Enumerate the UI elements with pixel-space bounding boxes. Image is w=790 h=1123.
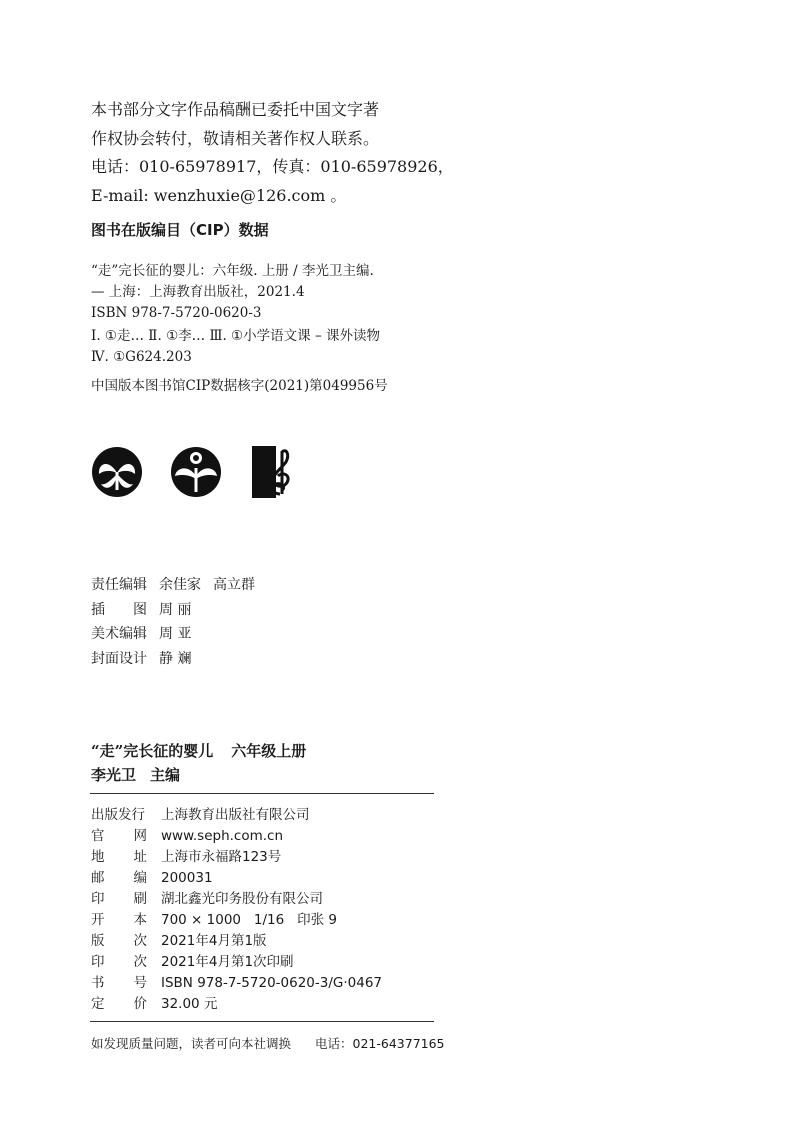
- info-value: 2021年4月第1次印刷: [161, 954, 294, 970]
- info-label-char: 号: [133, 975, 147, 991]
- editor-role: 主编: [150, 766, 181, 784]
- info-label-char: 刷: [133, 891, 147, 907]
- info-label-char: 次: [133, 954, 147, 970]
- divider: [90, 793, 434, 794]
- info-row: [91, 994, 382, 1015]
- info-row: [91, 805, 382, 826]
- publication-info: [91, 805, 382, 1015]
- footer-phone: 电话：021-64377165: [315, 1036, 445, 1051]
- info-label-char: 官: [91, 828, 105, 844]
- info-label: [91, 973, 147, 994]
- info-value: 32.00 元: [161, 996, 218, 1012]
- info-label: [91, 847, 147, 868]
- info-label: [91, 868, 147, 889]
- cip-record: [91, 261, 374, 324]
- divider: [90, 1021, 434, 1022]
- treble-clef-logo: [252, 446, 296, 498]
- cip-subject-line: Ⅰ. ①走… Ⅱ. ①李… Ⅲ. ①小学语文课 – 课外读物: [91, 328, 380, 344]
- staff-role: 封面设计: [91, 650, 147, 667]
- staff-row: [91, 622, 267, 647]
- info-value: ISBN 978-7-5720-0620-3/G·0467: [161, 975, 383, 991]
- info-label: [91, 994, 147, 1015]
- staff-credits: [91, 573, 267, 671]
- info-row: [91, 952, 382, 973]
- info-row: [91, 826, 382, 847]
- info-label-char: 本: [133, 912, 147, 928]
- info-label: [91, 931, 147, 952]
- cip-subjects: [91, 326, 380, 368]
- copyright-notice: [91, 96, 454, 210]
- info-value: 上海市永福路123号: [161, 849, 282, 865]
- staff-names: [159, 622, 203, 647]
- info-value: 2021年4月第1版: [161, 933, 267, 949]
- info-row: [91, 889, 382, 910]
- cip-record-line: — 上海：上海教育出版社，2021.4: [91, 284, 305, 300]
- staff-row: [91, 647, 267, 672]
- book-editor: [91, 764, 180, 785]
- info-label: [91, 826, 147, 847]
- info-value: www.seph.com.cn: [161, 828, 284, 844]
- info-label-char: 印: [91, 954, 105, 970]
- flower-logo: [170, 446, 222, 498]
- info-label-char: 定: [91, 996, 105, 1012]
- info-label-char: 地: [91, 849, 105, 865]
- info-label-char: 网: [133, 828, 147, 844]
- cip-isbn: ISBN 978-7-5720-0620-3: [91, 305, 262, 321]
- info-label-text: 出版发行: [91, 807, 145, 823]
- staff-role: 责任编辑: [91, 577, 147, 593]
- info-label-char: 价: [133, 996, 147, 1012]
- staff-row: [91, 598, 267, 623]
- info-label-char: 次: [133, 933, 147, 949]
- info-label-char: 址: [133, 849, 147, 865]
- info-label: [91, 889, 147, 910]
- notice-line: 电话：010-65978917，传真：010-65978926，: [91, 157, 454, 176]
- staff-names: [159, 573, 267, 598]
- info-label: [91, 952, 147, 973]
- footer-notice: 如发现质量问题，读者可向本社调换: [91, 1036, 292, 1051]
- staff-role-char: 插: [91, 601, 105, 618]
- info-row: [91, 973, 382, 994]
- book-title-text: “走”完长征的婴儿: [91, 742, 214, 760]
- staff-name: 静 斓: [159, 650, 192, 667]
- staff-row: [91, 573, 267, 598]
- info-label-char: 书: [91, 975, 105, 991]
- notice-line: E-mail: wenzhuxie@126.com 。: [91, 185, 347, 205]
- staff-role: 美术编辑: [91, 626, 147, 642]
- cip-heading: 图书在版编目（CIP）数据: [91, 221, 269, 239]
- info-row: [91, 868, 382, 889]
- info-row: [91, 931, 382, 952]
- info-value: 上海教育出版社有限公司: [161, 807, 310, 823]
- staff-role-char: 图: [133, 601, 147, 618]
- info-label: [91, 805, 147, 826]
- notice-line: 本书部分文字作品稿酬已委托中国文字著: [91, 100, 380, 119]
- info-row: [91, 910, 382, 931]
- info-value: 200031: [161, 870, 213, 886]
- cip-record-line: “走”完长征的婴儿：六年级. 上册 / 李光卫主编.: [91, 263, 374, 279]
- editor-name: 李光卫: [91, 766, 137, 784]
- info-value: 湖北鑫光印务股份有限公司: [161, 891, 323, 907]
- info-label-char: 开: [91, 912, 105, 928]
- info-label-char: 邮: [91, 870, 105, 886]
- staff-role: [91, 598, 147, 623]
- staff-name: 高立群: [213, 577, 255, 593]
- info-value: 700 × 1000 1/16 印张 9: [161, 912, 337, 928]
- sprout-logo: [91, 446, 143, 498]
- cip-verification: 中国版本图书馆CIP数据核字(2021)第049956号: [91, 378, 388, 394]
- cip-subject-line: Ⅳ. ①G624.203: [91, 349, 192, 365]
- info-label-char: 编: [133, 870, 147, 886]
- info-label: [91, 910, 147, 931]
- staff-name: 周 丽: [159, 601, 192, 618]
- info-row: [91, 847, 382, 868]
- book-grade: 六年级上册: [231, 742, 307, 760]
- info-label-char: 印: [91, 891, 105, 907]
- notice-line: 作权协会转付，敬请相关著作权人联系。: [91, 128, 380, 148]
- staff-names: [159, 598, 203, 623]
- book-title: [91, 740, 306, 761]
- footer: [91, 1034, 445, 1052]
- staff-name: 余佳家: [159, 577, 201, 593]
- staff-names: [159, 647, 203, 672]
- staff-name: 周 亚: [159, 626, 192, 642]
- info-label-char: 版: [91, 933, 105, 949]
